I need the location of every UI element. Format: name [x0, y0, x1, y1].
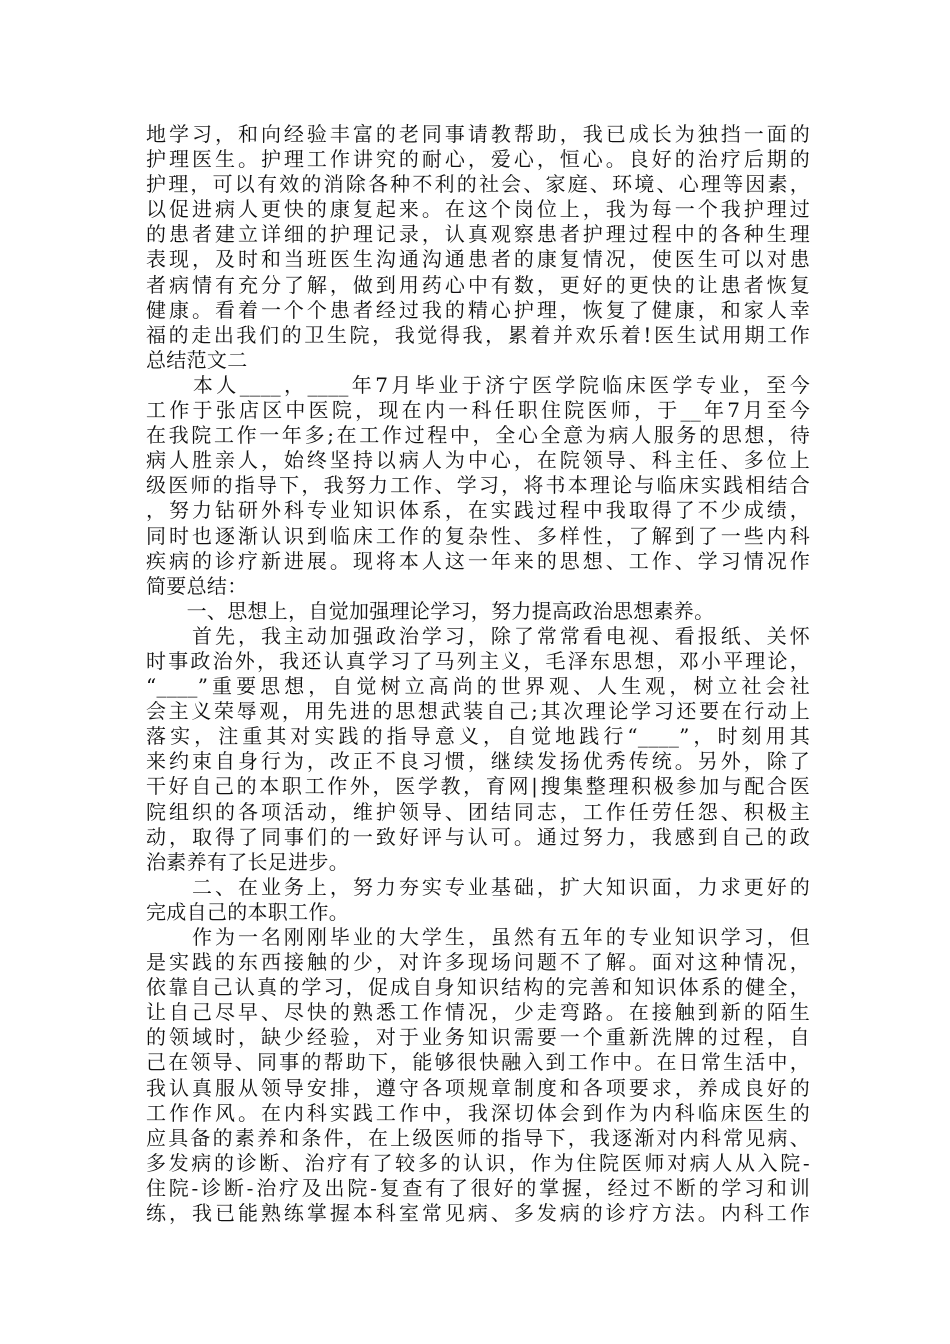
text-line: 的领域时，缺少经验，对于业务知识需要一个重新洗牌的过程，自 — [146, 1025, 810, 1050]
text-line: 工作作风。在内科实践工作中，我深切体会到作为内科临床医生的 — [146, 1100, 810, 1125]
text-line: 在我院工作一年多;在工作过程中，全心全意为病人服务的思想，待 — [146, 423, 810, 448]
text-line: 疾病的诊疗新进展。现将本人这一年来的思想、工作、学习情况作 — [146, 548, 810, 573]
text-line: 落实，注重其对实践的指导意义，自觉地践行“____”，时刻用其 — [146, 724, 810, 749]
text-line: 干好自己的本职工作外，医学教，育网|搜集整理积极参加与配合医 — [146, 774, 810, 799]
text-line: 是实践的东西接触的少，对许多现场问题不了解。面对这种情况， — [146, 950, 810, 975]
text-line: 时事政治外，我还认真学习了马列主义，毛泽东思想，邓小平理论， — [146, 648, 810, 673]
text-line: 本人____，____年7月毕业于济宁医学院临床医学专业，至今 — [146, 372, 810, 397]
text-line: 动，取得了同事们的一致好评与认可。通过努力，我感到自己的政 — [146, 824, 810, 849]
text-line: 健康。看着一个个患者经过我的精心护理，恢复了健康，和家人幸 — [146, 297, 810, 322]
text-line: 二、在业务上，努力夯实专业基础，扩大知识面，力求更好的 — [146, 874, 810, 899]
body-text — [146, 122, 810, 1226]
text-line: 我认真服从领导安排，遵守各项规章制度和各项要求，养成良好的 — [146, 1075, 810, 1100]
text-line: 工作于张店区中医院，现在内一科任职住院医师，于__年7月至今 — [146, 398, 810, 423]
text-line: 以促进病人更快的康复起来。在这个岗位上，我为每一个我护理过 — [146, 197, 810, 222]
text-line: 地学习，和向经验丰富的老同事请教帮助，我已成长为独挡一面的 — [146, 122, 810, 146]
text-line: 练，我已能熟练掌握本科室常见病、多发病的诊疗方法。内科工作 — [146, 1201, 810, 1226]
text-line: 住院-诊断-治疗及出院-复查有了很好的掌握，经过不断的学习和训 — [146, 1175, 810, 1200]
text-line: 同时也逐渐认识到临床工作的复杂性、多样性，了解到了一些内科 — [146, 523, 810, 548]
text-line: 首先，我主动加强政治学习，除了常常看电视、看报纸、关怀 — [146, 623, 810, 648]
text-line: 护理，可以有效的消除各种不利的社会、家庭、环境、心理等因素， — [146, 172, 810, 197]
text-line: 院组织的各项活动，维护领导、团结同志，工作任劳任怨、积极主 — [146, 799, 810, 824]
text-line: 的患者建立详细的护理记录，认真观察患者护理过程中的各种生理 — [146, 222, 810, 247]
text-line: 护理医生。护理工作讲究的耐心，爱心，恒心。良好的治疗后期的 — [146, 147, 810, 172]
text-line: 表现，及时和当班医生沟通沟通患者的康复情况，使医生可以对患 — [146, 247, 810, 272]
text-line: 简要总结： — [146, 573, 248, 598]
text-line: 病人胜亲人，始终坚持以病人为中心，在院领导、科主任、多位上 — [146, 448, 810, 473]
text-line: 作为一名刚刚毕业的大学生，虽然有五年的专业知识学习，但 — [146, 925, 810, 949]
text-line: 福的走出我们的卫生院，我觉得我，累着并欢乐着!医生试用期工作 — [146, 322, 810, 347]
text-line: 多发病的诊断、治疗有了较多的认识，作为住院医师对病人从入院- — [146, 1150, 810, 1175]
text-line: 让自己尽早、尽快的熟悉工作情况，少走弯路。在接触到新的陌生 — [146, 1000, 810, 1025]
text-line: 总结范文二 — [146, 347, 248, 372]
text-line: 会主义荣辱观，用先进的思想武装自己;其次理论学习还要在行动上 — [146, 699, 810, 724]
text-line: 治素养有了长足进步。 — [146, 849, 349, 874]
text-line: 应具备的素养和条件，在上级医师的指导下，我逐渐对内科常见病、 — [146, 1125, 810, 1150]
text-line: 者病情有充分了解，做到用药心中有数，更好的更快的让患者恢复 — [146, 272, 810, 297]
text-line: 己在领导、同事的帮助下，能够很快融入到工作中。在日常生活中， — [146, 1050, 810, 1075]
text-line: 级医师的指导下，我努力工作、学习，将书本理论与临床实践相结合 — [146, 473, 810, 498]
text-line: 来约束自身行为，改正不良习惯，继续发扬优秀传统。另外，除了 — [146, 749, 810, 774]
text-line: “____”重要思想，自觉树立高尚的世界观、人生观，树立社会社 — [146, 674, 810, 699]
text-line: 依靠自己认真的学习，促成自身知识结构的完善和知识体系的健全， — [146, 975, 810, 1000]
text-line: 完成自己的本职工作。 — [146, 899, 349, 924]
text-line: 一、思想上，自觉加强理论学习，努力提高政治思想素养。 — [146, 598, 715, 623]
text-line: ，努力钻研外科专业知识体系，在实践过程中我取得了不少成绩， — [146, 498, 810, 523]
